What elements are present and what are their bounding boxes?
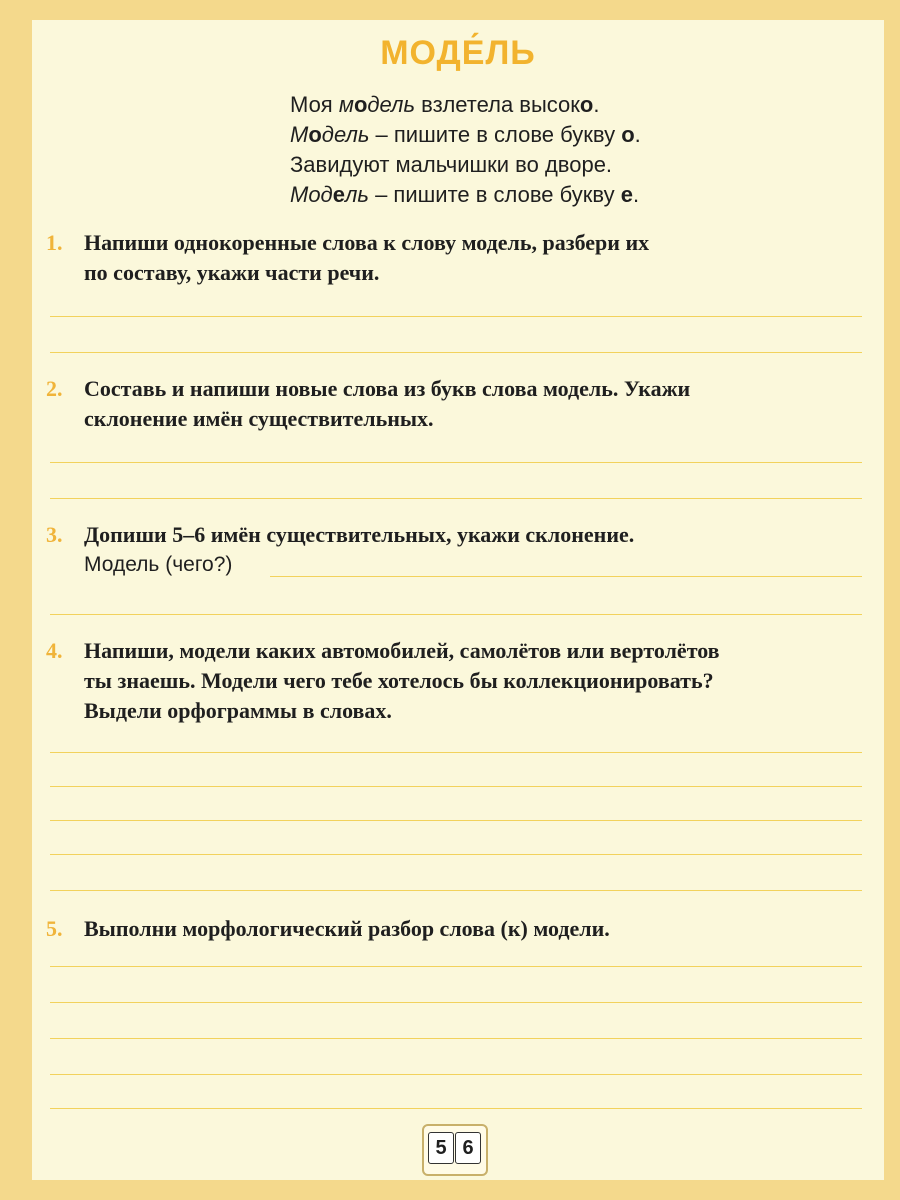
task-prompt: Модель (чего?) <box>84 553 233 576</box>
answer-line[interactable] <box>50 820 862 821</box>
answer-line[interactable] <box>50 1002 862 1003</box>
task-text-line: Допиши 5–6 имён существительных, укажи склонение. <box>84 522 635 547</box>
task-text-line: Составь и напиши новые слова из букв слова модель. Укажи <box>84 376 691 401</box>
poem-line-1: Моя модель взлетела высоко. <box>290 92 600 117</box>
task-number: 2. <box>46 376 63 401</box>
task-text-line: Напиши однокоренные слова к слову модель, разбери их <box>84 230 650 255</box>
poem <box>290 90 641 210</box>
page-number-digit: 6 <box>455 1132 481 1164</box>
answer-line[interactable] <box>50 498 862 499</box>
answer-line[interactable] <box>50 1074 862 1075</box>
poem-line-3: Завидуют мальчишки во дворе. <box>290 152 613 177</box>
task-number: 3. <box>46 522 63 547</box>
page-number-digit: 5 <box>428 1132 454 1164</box>
answer-line[interactable] <box>50 752 862 753</box>
task-text-line: Выдели орфограммы в словах. <box>84 698 392 723</box>
workbook-page <box>32 20 884 1180</box>
answer-line[interactable] <box>50 786 862 787</box>
task-4 <box>46 636 864 726</box>
answer-line[interactable] <box>50 854 862 855</box>
task-text-line: склонение имён существительных. <box>84 406 434 431</box>
task-text-line: по составу, укажи части речи. <box>84 260 380 285</box>
answer-line[interactable] <box>50 316 862 317</box>
answer-line[interactable] <box>50 614 862 615</box>
answer-line[interactable] <box>50 1038 862 1039</box>
page-number-badge <box>422 1124 488 1176</box>
poem-line-4: Модель – пишите в слове букву е. <box>290 182 640 207</box>
task-number: 4. <box>46 638 63 663</box>
task-5 <box>46 914 864 944</box>
task-number: 1. <box>46 230 63 255</box>
answer-line[interactable] <box>50 890 862 891</box>
answer-line[interactable] <box>50 352 862 353</box>
answer-line[interactable] <box>50 966 862 967</box>
page-title: МОДЕ́ЛЬ <box>380 34 536 72</box>
answer-line[interactable] <box>270 576 862 577</box>
task-number: 5. <box>46 916 63 941</box>
answer-line[interactable] <box>50 462 862 463</box>
task-text-line: Выполни морфологический разбор слова (к) модели. <box>84 916 610 941</box>
poem-line-2: Модель – пишите в слове букву о. <box>290 122 641 147</box>
task-text-line: Напиши, модели каких автомобилей, самолётов или вертолётов <box>84 638 720 663</box>
task-text-line: ты знаешь. Модели чего тебе хотелось бы коллекционировать? <box>84 668 714 693</box>
task-2 <box>46 374 864 434</box>
task-1 <box>46 228 864 288</box>
task-3 <box>46 520 864 580</box>
answer-line[interactable] <box>50 1108 862 1109</box>
